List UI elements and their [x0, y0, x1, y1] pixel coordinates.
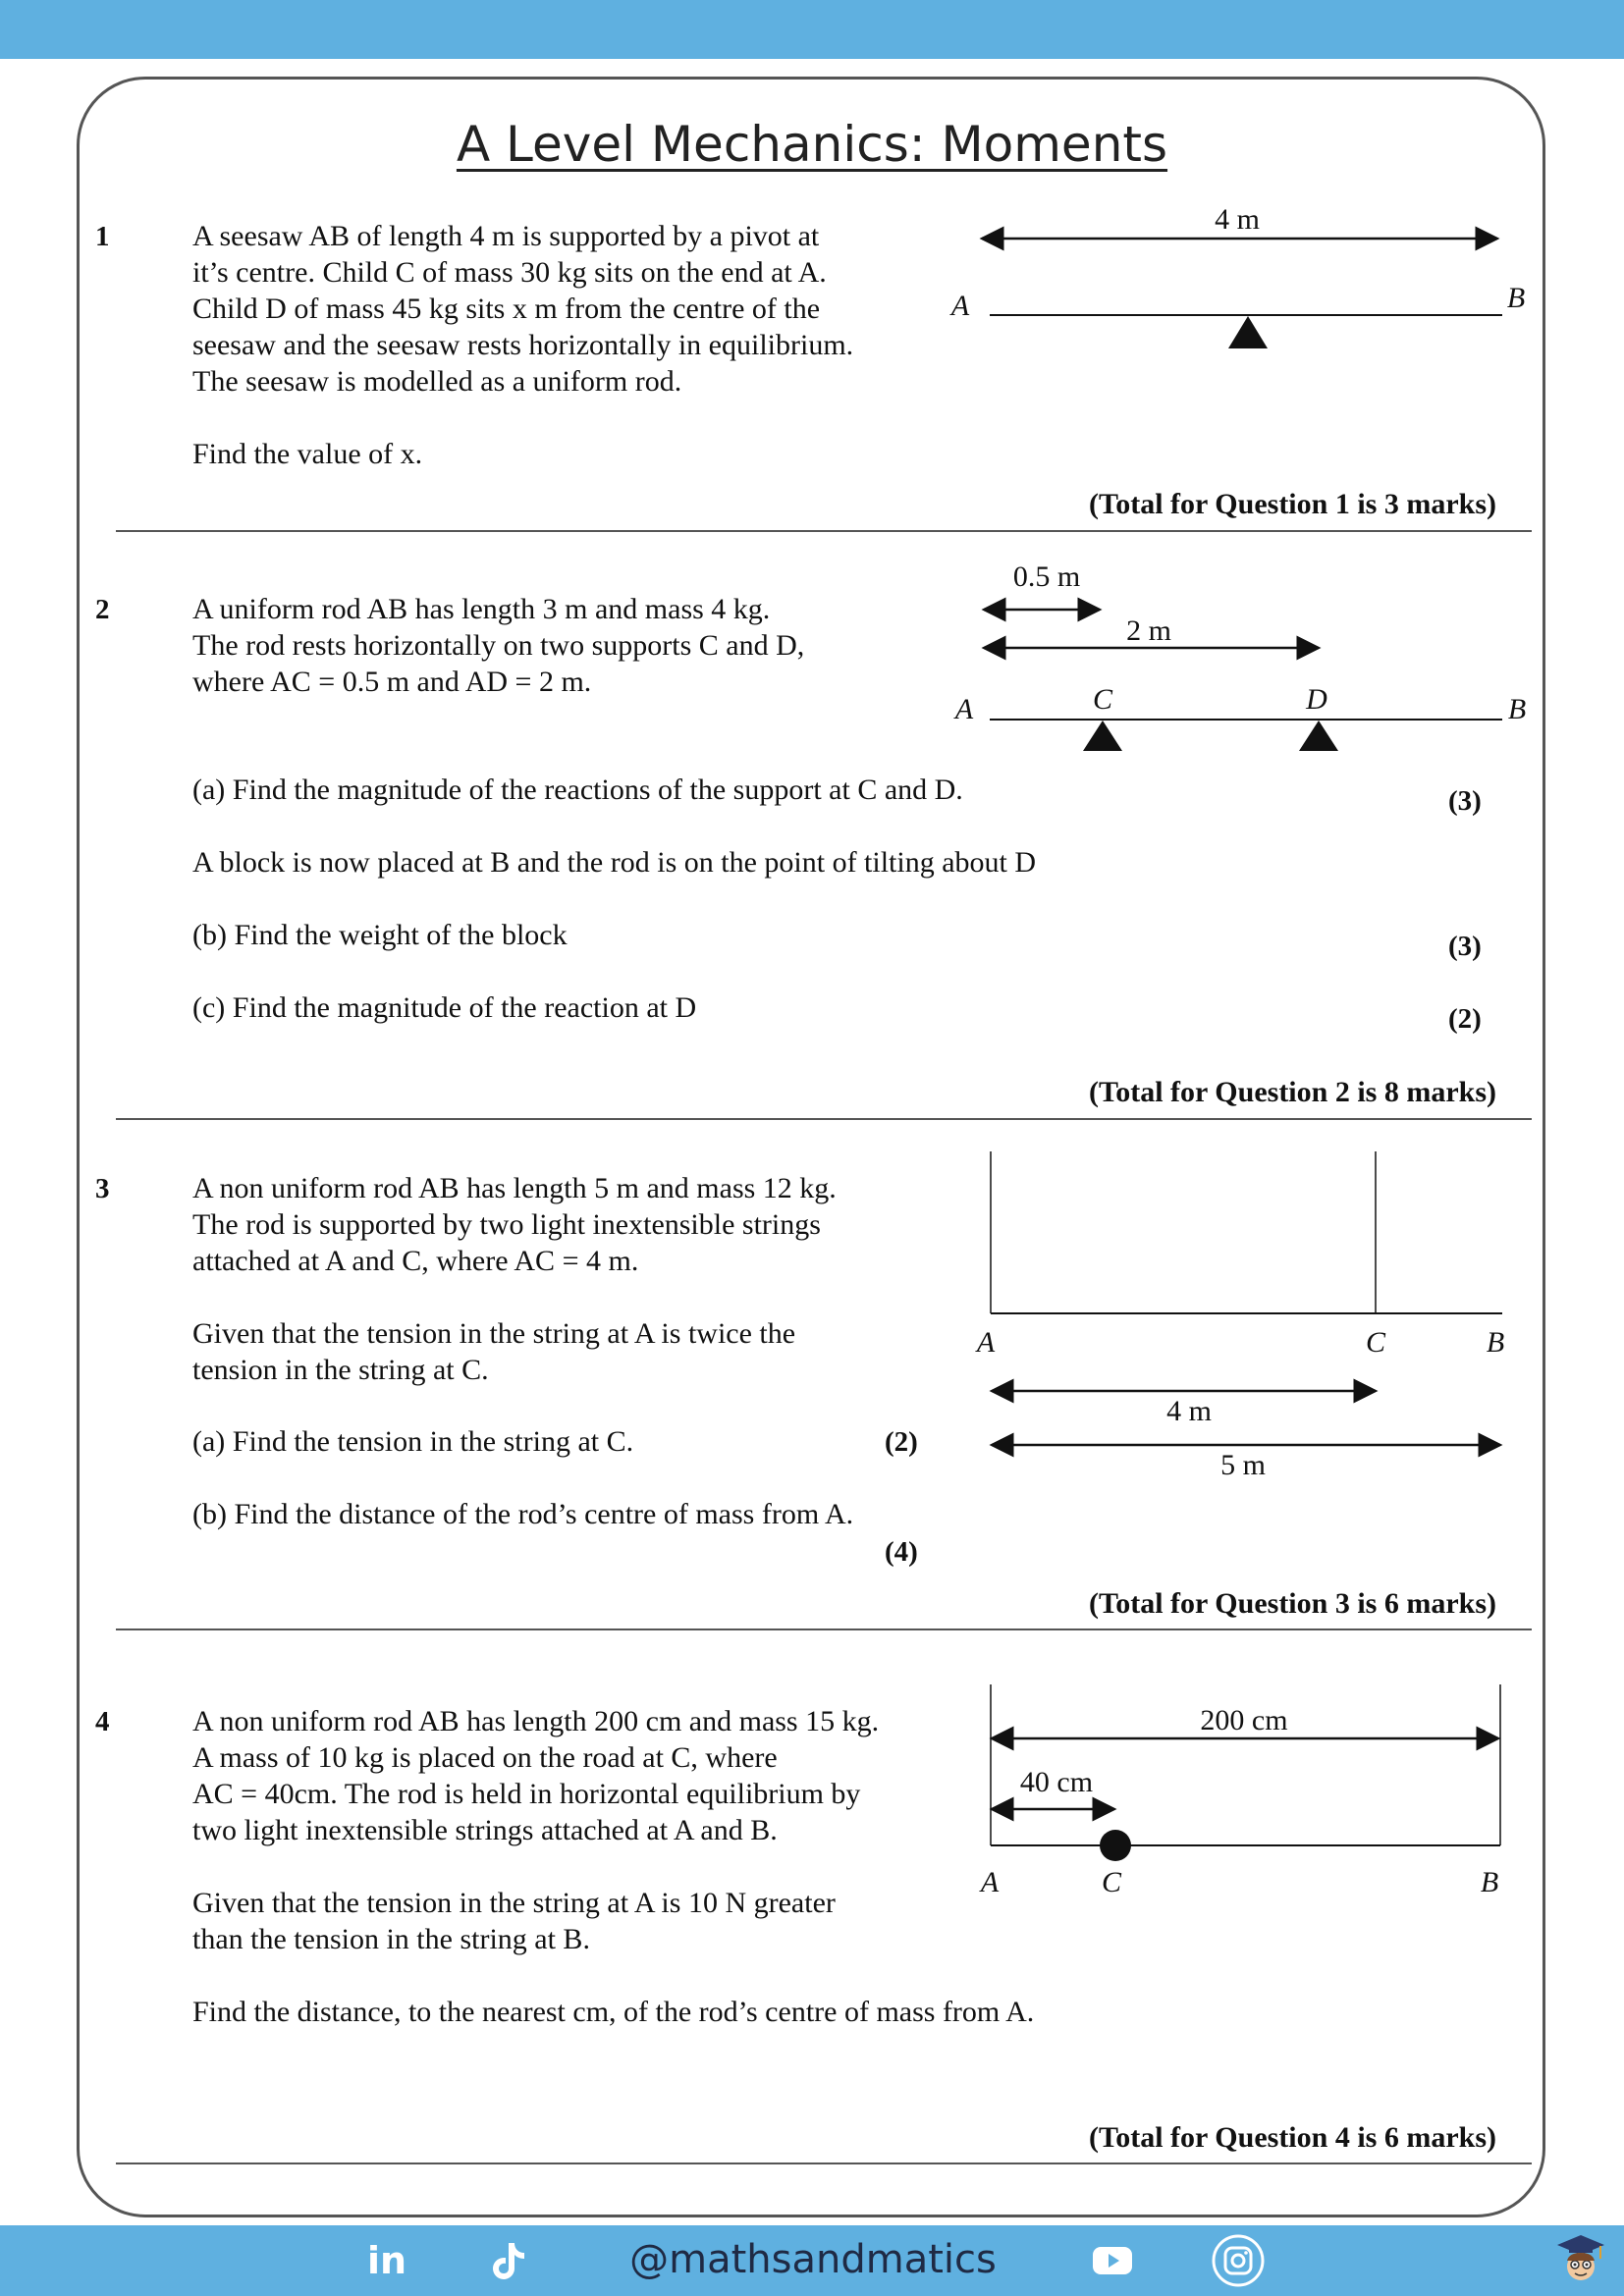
question-3-divider — [116, 1629, 1532, 1630]
point-c-label: C — [1101, 1866, 1122, 1898]
question-1-find: Find the value of x. — [192, 438, 423, 470]
question-4-given: Given that the tension in the string at A is 10 N greater than the tension in the string at B. — [192, 1887, 836, 1955]
end-a-label: A — [954, 693, 974, 725]
question-2-mark-b: (3) — [1448, 931, 1482, 962]
question-1-divider — [116, 530, 1532, 532]
question-3-part-a: (a) Find the tension in the string at C. — [192, 1425, 634, 1458]
social-handle[interactable]: @mathsandmatics — [629, 2237, 997, 2282]
question-1-diagram — [943, 196, 1542, 363]
instagram-icon[interactable] — [1211, 2239, 1266, 2282]
question-2-block-text: A block is now placed at B and the rod is on the point of tilting about D — [192, 846, 1037, 879]
point-d-label: D — [1306, 683, 1327, 716]
ac-label: 40 cm — [1019, 1766, 1094, 1798]
end-b-label: B — [1486, 1326, 1505, 1359]
youtube-icon[interactable] — [1091, 2239, 1134, 2282]
question-3-number: 3 — [95, 1173, 110, 1204]
question-2-part-c: (c) Find the magnitude of the reaction at D — [192, 991, 697, 1024]
question-2-part-b: (b) Find the weight of the block — [192, 919, 568, 951]
page-title: A Level Mechanics: Moments — [456, 116, 1168, 173]
ab-label: 5 m — [1220, 1449, 1266, 1481]
end-b-label: B — [1506, 282, 1526, 314]
question-1-text: A seesaw AB of length 4 m is supported by a pivot at it’s centre. Child C of mass 30 kg sits on the end at A. Child D of mass 45 kg sits x m from the centre of the seesaw and the seesaw rests horizontally in equilibrium. The seesaw is modelled as a uniform rod. — [192, 220, 854, 398]
question-2-number: 2 — [95, 594, 110, 625]
question-3-text: A non uniform rod AB has length 5 m and mass 12 kg. The rod is supported by two light inextensible strings attached at A and C, where AC = 4 m. — [192, 1172, 837, 1277]
question-4-find: Find the distance, to the nearest cm, of the rod’s centre of mass from A. — [192, 1996, 1035, 2028]
end-a-label: A — [980, 1866, 1000, 1898]
support-c-triangle — [1083, 721, 1122, 751]
support-d-triangle — [1299, 721, 1338, 751]
ab-label: 200 cm — [1200, 1704, 1288, 1736]
question-4-divider — [116, 2163, 1532, 2164]
linkedin-icon[interactable]: in — [366, 2239, 407, 2282]
question-2-mark-c: (2) — [1448, 1003, 1482, 1035]
question-2-total: (Total for Question 2 is 8 marks) — [1088, 1076, 1496, 1108]
end-a-label: A — [976, 1326, 996, 1359]
ac-label: 0.5 m — [1012, 561, 1081, 593]
question-4-total: (Total for Question 4 is 6 marks) — [1088, 2121, 1496, 2154]
question-4-text: A non uniform rod AB has length 200 cm and mass 15 kg. A mass of 10 kg is placed on the road at C, where AC = 40cm. The rod is held in horizontal equilibrium by two light inextensible strings attached at A and B. — [192, 1705, 880, 1846]
question-3-mark-b: (4) — [885, 1536, 918, 1568]
question-3-part-b: (b) Find the distance of the rod’s centre of mass from A. — [192, 1498, 854, 1530]
question-3-mark-a: (2) — [885, 1426, 918, 1458]
top-banner — [0, 0, 1624, 59]
question-2-mark-a: (3) — [1448, 785, 1482, 817]
question-4-diagram — [943, 1679, 1542, 1904]
question-3-diagram — [943, 1148, 1542, 1481]
question-3-total: (Total for Question 3 is 6 marks) — [1088, 1587, 1496, 1620]
question-2-text: A uniform rod AB has length 3 m and mass 4 kg. The rod rests horizontally on two supports C and D, where AC = 0.5 m and AD = 2 m. — [192, 593, 805, 698]
question-2-diagram — [943, 555, 1542, 756]
end-a-label: A — [950, 290, 970, 322]
point-c-label: C — [1092, 683, 1113, 716]
end-b-label: B — [1507, 693, 1527, 725]
question-3-given: Given that the tension in the string at A is twice the tension in the string at C. — [192, 1317, 796, 1386]
question-4-number: 4 — [95, 1706, 110, 1737]
pivot-triangle — [1228, 316, 1268, 348]
ad-label: 2 m — [1126, 614, 1171, 647]
question-1-number: 1 — [95, 221, 110, 252]
ac-label: 4 m — [1166, 1395, 1212, 1427]
question-2-part-a: (a) Find the magnitude of the reactions of the support at C and D. — [192, 774, 963, 806]
end-b-label: B — [1480, 1866, 1499, 1898]
point-c-label: C — [1365, 1326, 1386, 1359]
question-2-divider — [116, 1118, 1532, 1120]
mascot-icon — [1553, 2231, 1608, 2286]
question-1-total: (Total for Question 1 is 3 marks) — [1088, 488, 1496, 520]
tiktok-icon[interactable] — [487, 2239, 530, 2282]
length-label: 4 m — [1215, 203, 1260, 236]
mass-c-circle — [1100, 1830, 1131, 1861]
